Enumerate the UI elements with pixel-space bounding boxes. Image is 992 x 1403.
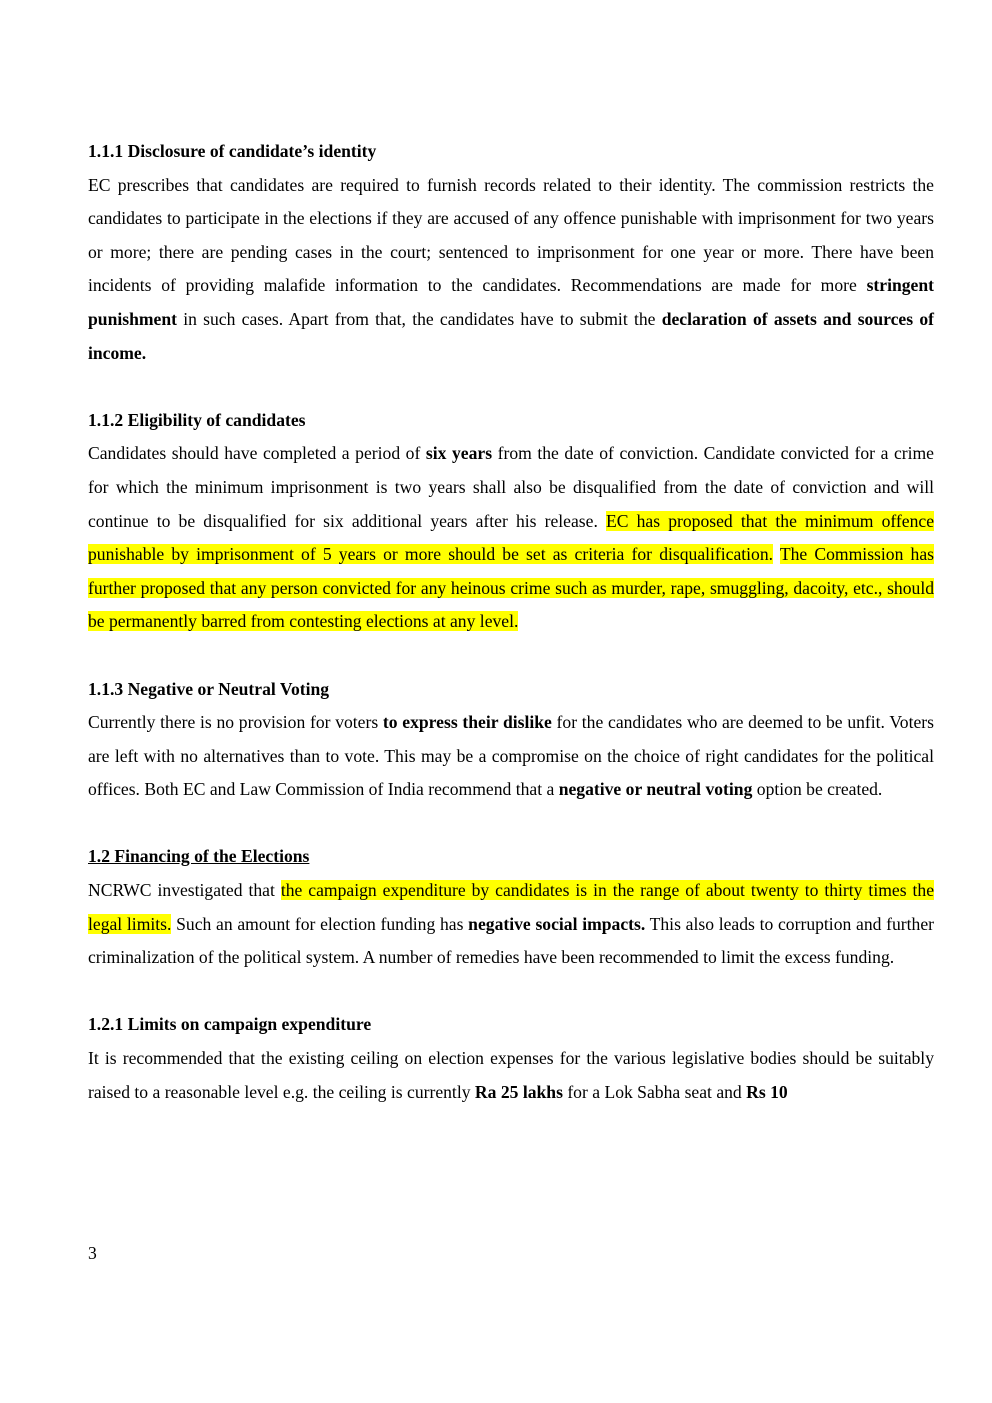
bold-text: stringent punishment — [88, 275, 934, 329]
text-run — [773, 544, 780, 564]
section — [88, 404, 934, 639]
text-run: Such an amount for election funding has — [171, 913, 469, 934]
paragraph — [88, 1042, 934, 1109]
text-run: It is recommended that the existing ceiling on election expenses for the various legislative bodies should be suitably raised to a reasonable level e.g. the ceiling is currently — [88, 1048, 934, 1102]
paragraph — [88, 874, 934, 975]
highlighted-text: The Commission has further proposed that any person convicted for any heinous crime such as murder, rape, smuggling, dacoity, etc., should be permanently barred from contesting elections at any level. — [88, 544, 934, 632]
section — [88, 135, 934, 370]
section — [88, 1008, 934, 1109]
section-heading: 1.1.1 Disclosure of candidate’s identity — [88, 141, 377, 161]
text-run: for a Lok Sabha seat and — [562, 1081, 747, 1102]
text-run: option be created. — [752, 779, 883, 800]
text-run: from the date of conviction. Candidate convicted for a crime for which the minimum imprisonment is two years shall also be disqualified from the date of conviction and will continue to be disqualified for six additional years after his release. — [88, 443, 934, 531]
document-body — [88, 135, 934, 1143]
text-run: NCRWC investigated that — [88, 880, 281, 901]
bold-text: negative or neutral voting — [558, 779, 753, 800]
bold-text: declaration of assets and sources of income. — [88, 308, 934, 363]
bold-text: Ra 25 lakhs — [474, 1081, 563, 1102]
section-heading: 1.2.1 Limits on campaign expenditure — [88, 1014, 372, 1035]
text-run: This also leads to corruption and further criminalization of the political system. A number of remedies have been recommended to limit the excess funding. — [88, 913, 935, 968]
text-run: for the candidates who are deemed to be unfit. Voters are left with no alternatives than to vote. This may be a compromise on the choice of right candidates for the political offices. Both EC and Law Commission of India recommend that a — [88, 712, 934, 800]
paragraph — [88, 437, 934, 639]
section-heading: 1.1.3 Negative or Neutral Voting — [88, 678, 330, 699]
paragraph — [88, 169, 934, 371]
bold-text: negative social impacts. — [468, 913, 646, 934]
bold-text: Rs 10 — [746, 1081, 788, 1102]
text-run: EC prescribes that candidates are required to furnish records related to their identity. The commission restricts the candidates to participate in the elections if they are accused of any offence punishable with imprisonment for two years or more; there are pending cases in the court; sentenced to imprisonment for one year or more. There have been incidents of providing malafide information to the candidates. Recommendations are made for more — [88, 174, 934, 296]
section — [88, 673, 934, 807]
text-run: Candidates should have completed a period of — [88, 443, 426, 464]
section — [88, 840, 934, 974]
highlighted-text: EC has proposed that the minimum offence punishable by imprisonment of 5 years or more should be set as criteria for disqualification. — [88, 510, 935, 565]
text-run: Currently there is no provision for voters — [88, 712, 383, 733]
bold-text: six years — [425, 443, 493, 464]
highlighted-text: the campaign expenditure by candidates is in the range of about twenty to thirty times the legal limits. — [88, 880, 935, 934]
bold-text: to express their dislike — [382, 712, 552, 733]
section-heading: 1.2 Financing of the Elections — [88, 846, 310, 867]
paragraph — [88, 706, 934, 807]
section-heading: 1.1.2 Eligibility of candidates — [88, 409, 306, 430]
text-run: in such cases. Apart from that, the candidates have to submit the — [176, 308, 662, 329]
page-number: 3 — [88, 1243, 97, 1263]
